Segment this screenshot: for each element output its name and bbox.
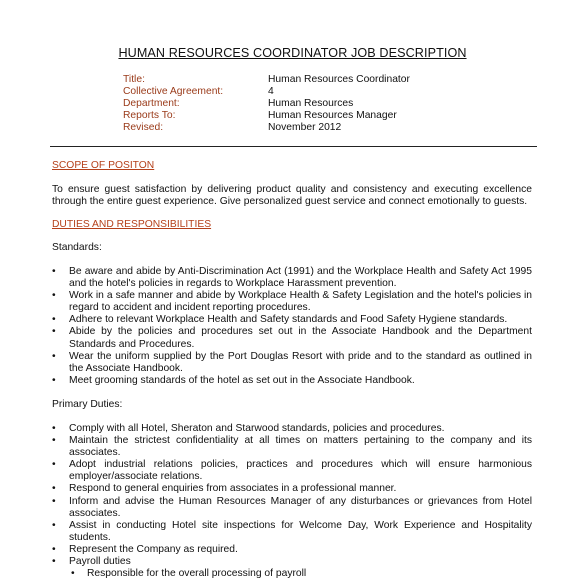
- meta-label: Department:: [123, 98, 180, 109]
- meta-row-agreement: [123, 86, 410, 98]
- meta-label: Reports To:: [123, 110, 176, 121]
- list-item: • Assist in conducting Hotel site inspections for Welcome Day, Work Experience and Hospitality students.: [52, 520, 532, 544]
- list-item: • Abide by the policies and procedures set out in the Associate Handbook and the Department Standards and Procedures.: [52, 326, 532, 350]
- list-item: • Responsible for the overall processing of payroll: [69, 568, 532, 580]
- meta-value: November 2012: [268, 122, 342, 133]
- list-item: • Adopt industrial relations policies, practices and procedures which will ensure harmonious employer/associate relations.: [52, 459, 532, 483]
- meta-value: Human Resources: [268, 98, 354, 109]
- meta-value: 4: [268, 86, 274, 97]
- document-title: HUMAN RESOURCES COORDINATOR JOB DESCRIPTION: [118, 46, 467, 60]
- list-item: • Maintain the strictest confidentiality at all times on matters pertaining to the company and its associates.: [52, 435, 532, 459]
- meta-label: Revised:: [123, 122, 164, 133]
- payroll-label: Payroll duties: [69, 556, 131, 568]
- list-item: • Respond to general enquiries from associates in a professional manner.: [52, 483, 532, 495]
- meta-label: Title:: [123, 74, 145, 85]
- list-item: • Work in a safe manner and abide by Workplace Health & Safety Legislation and the hotel's policies in regard to accident and incident reporting procedures.: [52, 290, 532, 314]
- meta-value: Human Resources Manager: [268, 110, 397, 121]
- duties-heading: DUTIES AND RESPONSIBILITIES: [52, 219, 212, 230]
- job-details: [123, 74, 410, 134]
- list-item: • Comply with all Hotel, Sheraton and Starwood standards, policies and procedures.: [52, 423, 532, 435]
- list-item: • Adhere to relevant Workplace Health and Safety standards and Food Safety Hygiene standards.: [52, 314, 532, 326]
- standards-list: [52, 266, 532, 387]
- list-item: • Meet grooming standards of the hotel as set out in the Associate Handbook.: [52, 375, 532, 387]
- list-item: • Inform and advise the Human Resources Manager of any disturbances or grievances from Hotel associates.: [52, 496, 532, 520]
- meta-row-title: [123, 74, 410, 86]
- primary-duties-list: [52, 423, 532, 580]
- list-item: • Be aware and abide by Anti-Discrimination Act (1991) and the Workplace Health and Safety Act 1995 and the hotel's policies in regards to Workplace Harassment prevention.: [52, 266, 532, 290]
- standards-heading: Standards:: [52, 242, 102, 253]
- list-item: • Represent the Company as required.: [52, 544, 532, 556]
- payroll-sublist: [69, 568, 532, 580]
- meta-value: Human Resources Coordinator: [268, 74, 410, 85]
- list-item: • Wear the uniform supplied by the Port Douglas Resort with pride and to the standard as outlined in the Associate Handbook.: [52, 351, 532, 375]
- meta-row-reports-to: [123, 110, 410, 122]
- scope-text: To ensure guest satisfaction by delivering product quality and consistency and executing excellence through the entire guest experience. Give personalized guest service and connect emotionally to guests.: [52, 184, 532, 208]
- list-item: [52, 556, 532, 580]
- meta-row-department: [123, 98, 410, 110]
- meta-row-revised: [123, 122, 410, 134]
- scope-heading: SCOPE OF POSITON: [52, 160, 155, 171]
- primary-duties-heading: Primary Duties:: [52, 399, 123, 410]
- divider: [50, 146, 537, 147]
- meta-label: Collective Agreement:: [123, 86, 224, 97]
